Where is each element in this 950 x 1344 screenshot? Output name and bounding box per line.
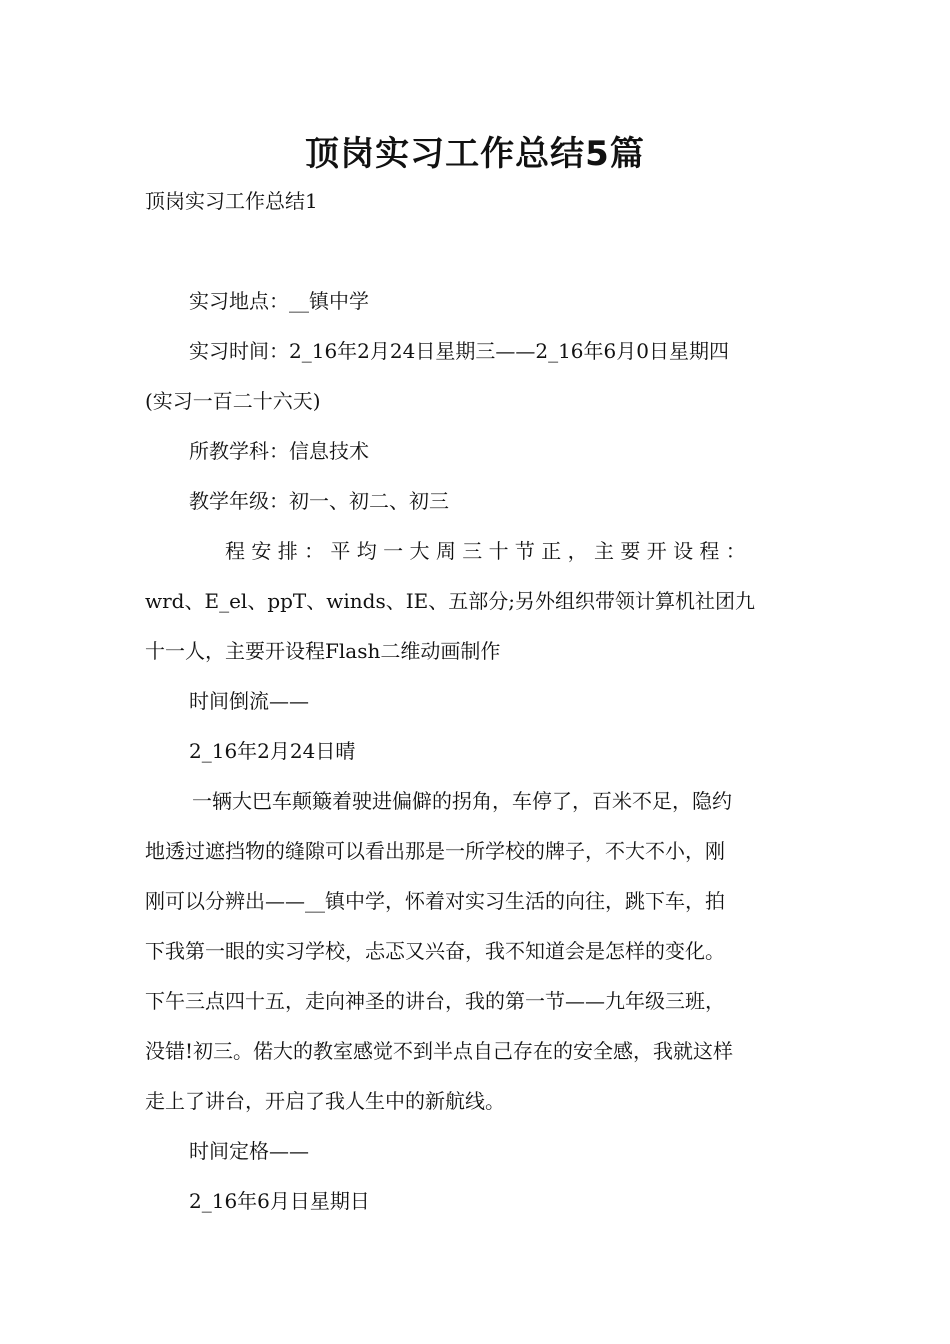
document-title: 顶岗实习工作总结5篇 (305, 134, 645, 174)
paragraph-line: 下午三点四十五，走向神圣的讲台，我的第一节——九年级三班， (145, 989, 725, 1013)
paragraph-line: 地透过遮挡物的缝隙可以看出那是一所学校的牌子，不大不小，刚 (145, 839, 725, 863)
paragraph-line: 程 安 排 ： 平 均 一 大 周 三 十 节 正 ， 主 要 开 设 程 ： (225, 539, 746, 563)
paragraph-line: 所教学科：信息技术 (189, 439, 369, 463)
paragraph-line: 走上了讲台，开启了我人生中的新航线。 (145, 1089, 505, 1113)
paragraph-line: 时间倒流—— (189, 689, 309, 713)
paragraph-line: 实习时间：2_16年2月24日星期三——2_16年6月0日星期四 (189, 339, 729, 363)
paragraph-line: 下我第一眼的实习学校，忐忑又兴奋，我不知道会是怎样的变化。 (145, 939, 725, 963)
paragraph-line: 教学年级：初一、初二、初三 (189, 489, 449, 513)
paragraph-line: 刚可以分辨出——__镇中学，怀着对实习生活的向往，跳下车，拍 (145, 889, 725, 913)
paragraph-line: 没错!初三。偌大的教室感觉不到半点自己存在的安全感，我就这样 (145, 1039, 734, 1063)
paragraph-line: 十一人，主要开设程Flash二维动画制作 (145, 639, 501, 663)
paragraph-line: 一辆大巴车颠簸着驶进偏僻的拐角，车停了，百米不足，隐约 (192, 789, 732, 813)
paragraph-line: 实习地点：__镇中学 (189, 289, 369, 313)
section-heading: 顶岗实习工作总结1 (145, 189, 318, 213)
paragraph-line: 时间定格—— (189, 1139, 309, 1163)
paragraph-line: 2_16年6月日星期日 (189, 1189, 370, 1213)
paragraph-line: 2_16年2月24日晴 (189, 739, 356, 763)
paragraph-line: (实习一百二十六天) (145, 389, 321, 413)
paragraph-line: wrd、E_el、ppT、winds、IE、五部分;另外组织带领计算机社团九 (145, 589, 755, 613)
